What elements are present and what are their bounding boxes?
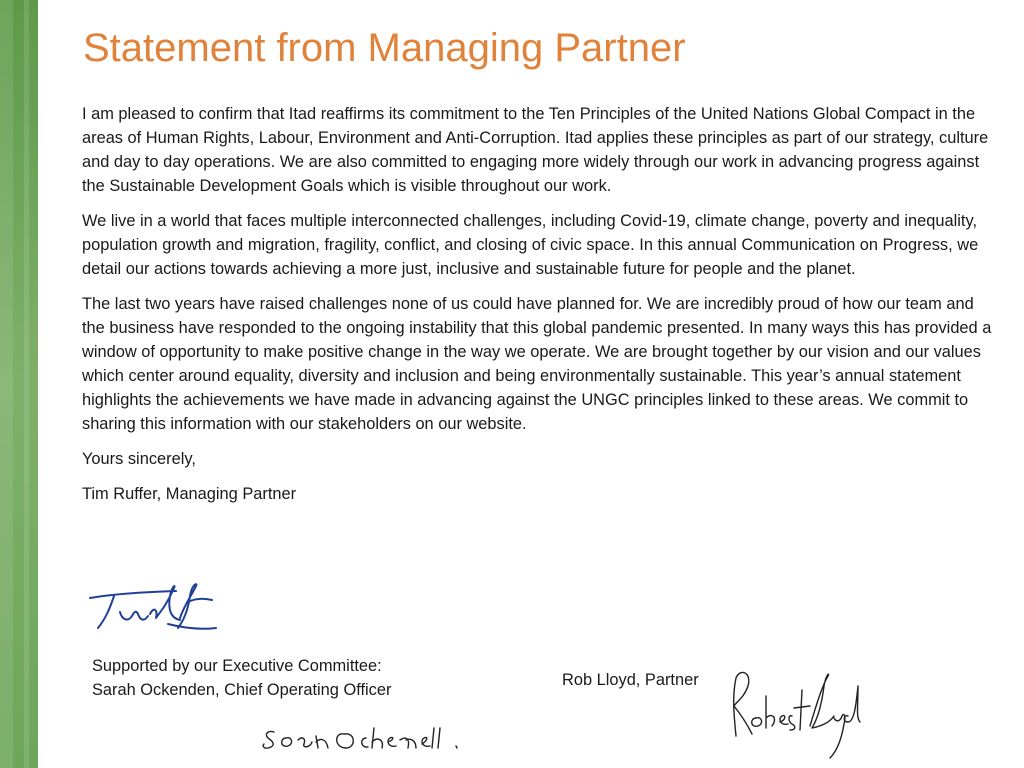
sidebar-stripe <box>24 0 29 768</box>
paragraph-challenges: We live in a world that faces multiple interconnected challenges, including Covid-19, climate change, poverty and inequality, population growth and migration, fragility, conflict, and closing of civic space. In this annual Communication on Progress, we detail our actions towards achieving a more just, inclusive and sustainable future for people and the planet. <box>82 212 979 278</box>
statement-body <box>82 102 1000 517</box>
sarah-ockenden-signature <box>260 718 470 756</box>
tim-ruffer-signature <box>84 576 224 638</box>
paragraph-pandemic: The last two years have raised challenges none of us could have planned for. We are incredibly proud of how our team and the business have responded to the ongoing instability that this global pandemic presented. In many ways this has provided a window of opportunity to make positive change in the way we operate. We are brought together by our vision and our values which center around equality, diversity and inclusion and being environmentally sustainable. This year’s annual statement highlights the achievements we have made in advancing against the UNGC principles linked to these areas. We commit to sharing this information with our stakeholders on our website. <box>82 295 992 433</box>
executive-committee-block <box>92 654 391 702</box>
rob-lloyd-signature <box>726 666 866 764</box>
partner-rob-lloyd: Rob Lloyd, Partner <box>562 671 699 689</box>
page-title: Statement from Managing Partner <box>83 26 686 70</box>
sidebar-stripe <box>0 0 13 768</box>
paragraph-commitment: I am pleased to confirm that Itad reaffirms its commitment to the Ten Principles of the United Nations Global Compact in the areas of Human Rights, Labour, Environment and Anti-Corruption. Itad applies these principles as part of our strategy, culture and day to day operations. We are also committed to engaging more widely through our work in advancing progress against the Sustainable Development Goals which is visible throughout our work. <box>82 105 989 195</box>
decorative-sidebar <box>0 0 38 768</box>
committee-heading: Supported by our Executive Committee: <box>92 657 382 675</box>
closing-salutation: Yours sincerely, <box>82 450 196 468</box>
signatory-tim: Tim Ruffer, Managing Partner <box>82 485 297 503</box>
committee-member-sarah: Sarah Ockenden, Chief Operating Officer <box>92 681 392 699</box>
